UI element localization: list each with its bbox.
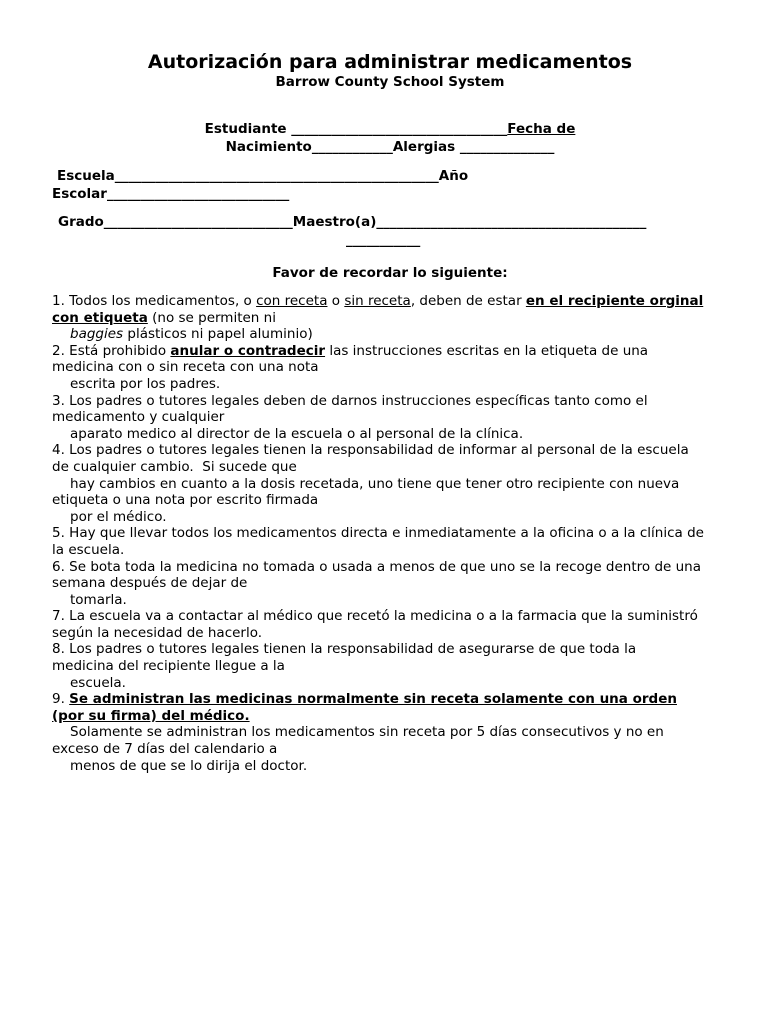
student-name-blank[interactable]: ________________________________ — [291, 121, 508, 137]
reminder-heading: Favor de recordar lo siguiente: — [272, 265, 508, 281]
item3-line2: medicamento y cualquier — [52, 409, 225, 426]
item8-line2: medicina del recipiente llegue a la — [52, 658, 285, 675]
teacher-blank[interactable]: ________________________________________ — [376, 214, 647, 230]
item3-line1: 3. Los padres o tutores legales deben de darnos instrucciones específicas tanto como el — [52, 392, 648, 409]
birthdate-blank[interactable]: ____________ — [311, 139, 393, 155]
list-item — [52, 559, 727, 576]
item9-line3: Solamente se administran los medicamentos sin receta por 5 días consecutivos y no en — [70, 724, 664, 741]
item5-line2: la escuela. — [52, 541, 125, 558]
item9-line5: menos de que se lo dirija el doctor. — [70, 757, 308, 774]
rules-list — [52, 293, 727, 774]
item9-bold-line1: Se administran las medicinas normalmente sin receta solamente con una orden — [69, 691, 677, 708]
school-year-label-part1: Año — [438, 168, 469, 184]
item9-bold-line2: (por su firma) del médico. — [52, 707, 250, 724]
item8-line3: escuela. — [70, 674, 126, 691]
student-label: Estudiante — [204, 121, 287, 137]
list-item — [52, 393, 727, 410]
birthdate-label-part1: Fecha de — [507, 121, 576, 137]
school-system-name: Barrow County School System — [275, 74, 505, 90]
item1-not-allowed: (no se permiten ni — [147, 309, 276, 326]
item2-text-rest: las instrucciones escritas en la etiqueta de una — [325, 342, 649, 359]
item2-override: anular o contradecir — [170, 342, 326, 359]
item4-line3: hay cambios en cuanto a la dosis recetada, uno tiene que tener otro recipiente con nueva — [70, 475, 680, 492]
allergies-label: Alergias — [392, 139, 456, 155]
item9-number: 9. — [52, 691, 70, 708]
item1-with-prescription: con receta — [256, 293, 328, 309]
item4-line4: etiqueta o una nota por escrito firmada — [52, 492, 319, 509]
school-info-block — [52, 167, 752, 203]
item2-line3: escrita por los padres. — [70, 375, 221, 392]
item1-foil: plásticos ni papel aluminio) — [123, 326, 313, 343]
item1-text: 1. Todos los medicamentos, o — [52, 293, 257, 309]
list-item — [52, 343, 727, 360]
item8-line1: 8. Los padres o tutores legales tienen la responsabilidad de asegurarse de que toda la — [52, 641, 637, 658]
item1-baggies: baggies — [70, 326, 124, 343]
item1-original-container: en el recipiente orginal — [525, 293, 704, 309]
form-title: Autorización para administrar medicamentos — [147, 51, 633, 73]
grade-blank[interactable]: ____________________________ — [103, 214, 293, 230]
teacher-label: Maestro(a) — [292, 214, 377, 230]
item4-line1: 4. Los padres o tutores legales tienen la responsabilidad de informar al personal de la escuela — [52, 442, 689, 459]
item6-line3: tomarla. — [70, 591, 127, 608]
teacher-blank-continued[interactable]: ___________ — [346, 232, 421, 248]
list-item — [52, 641, 727, 658]
allergies-blank[interactable]: ______________ — [459, 139, 555, 155]
list-item — [52, 691, 727, 708]
item2-line2: medicina con o sin receta con una nota — [52, 359, 319, 376]
item7-line1: 7. La escuela va a contactar al médico que recetó la medicina o a la farmacia que la suministró — [52, 608, 698, 625]
item2-text: 2. Está prohibido — [52, 342, 171, 359]
grade-label: Grado — [58, 214, 104, 230]
list-item — [52, 442, 727, 459]
student-info-block — [0, 120, 770, 156]
item1-text-must: , deben de estar — [410, 293, 526, 309]
item5-line1: 5. Hay que llevar todos los medicamentos directa e inmediatamente a la oficina o a la clínica de — [52, 525, 704, 542]
item9-line4: exceso de 7 días del calendario a — [52, 741, 278, 758]
item1-without-prescription: sin receta — [344, 293, 411, 309]
item7-line2: según la necesidad de hacerlo. — [52, 624, 263, 641]
school-year-label-part2: Escolar — [52, 186, 107, 202]
birthdate-label-part2: Nacimiento — [225, 139, 312, 155]
list-item — [52, 525, 727, 542]
item4-line5: por el médico. — [70, 508, 167, 525]
grade-teacher-block — [58, 213, 758, 249]
school-label: Escuela — [57, 168, 115, 184]
item4-line2: de cualquier cambio. Si sucede que — [52, 458, 297, 475]
item1-with-label: con etiqueta — [52, 309, 148, 326]
school-blank[interactable]: ________________________________________________ — [114, 168, 439, 184]
item1-text-or: o — [327, 293, 345, 309]
school-year-blank[interactable]: ___________________________ — [106, 186, 290, 202]
list-item — [52, 293, 727, 310]
item3-line3: aparato medico al director de la escuela o al personal de la clínica. — [70, 425, 524, 442]
item6-line1: 6. Se bota toda la medicina no tomada o usada a menos de que uno se la recoge dentro de una — [52, 558, 702, 575]
item6-line2: semana después de dejar de — [52, 575, 248, 592]
list-item — [52, 608, 727, 625]
